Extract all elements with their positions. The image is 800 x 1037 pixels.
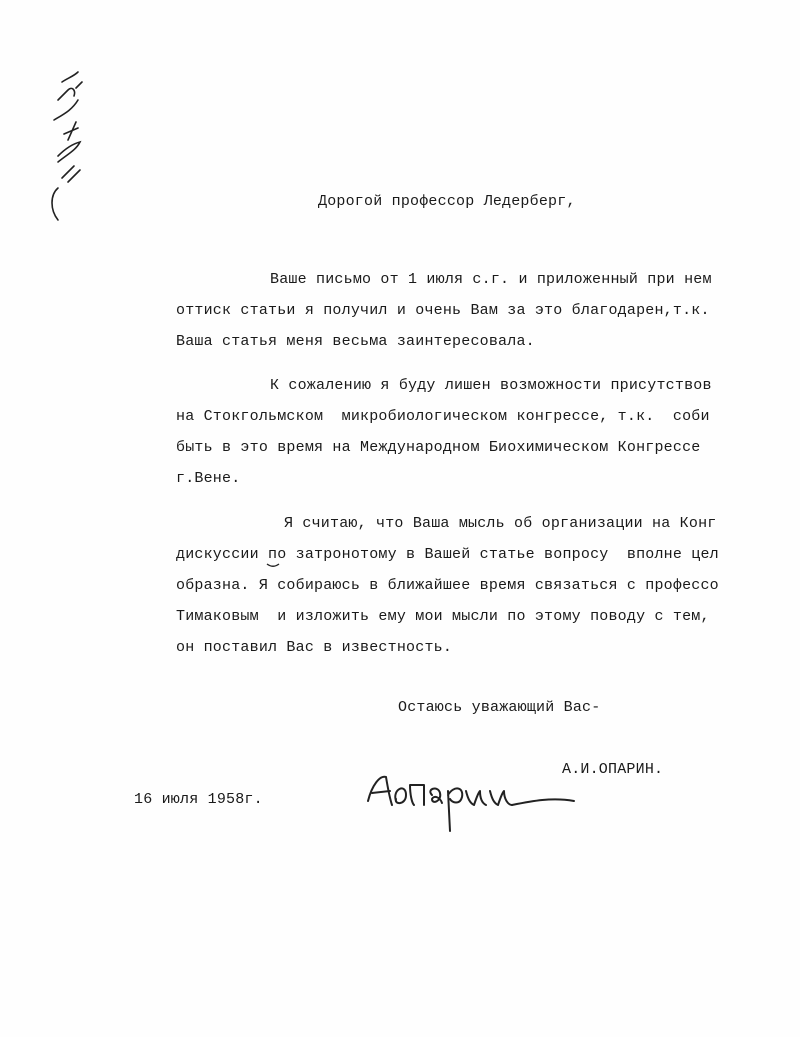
paragraph3-line1: Я считаю, что Ваша мысль об организации на Конг: [284, 515, 717, 532]
salutation: Дорогой профессор Ледерберг,: [318, 193, 576, 210]
paragraph2-line3: быть в это время на Международном Биохимическом Конгрессе: [176, 439, 701, 456]
closing-line: Остаюсь уважающий Вас-: [398, 699, 601, 716]
paragraph2-line2: на Стокгольмском микробиологическом конгрессе, т.к. соби: [176, 408, 710, 425]
letter-date: 16 июля 1958г.: [134, 791, 263, 808]
handwritten-signature: [362, 755, 582, 845]
paragraph2-line1: К сожалению я буду лишен возможности присутствов: [270, 377, 712, 394]
paragraph3-line5: он поставил Вас в известность.: [176, 639, 453, 656]
paragraph1-line3: Ваша статья меня весьма заинтересовала.: [176, 333, 535, 350]
paragraph2-line4: г.Вене.: [176, 470, 241, 487]
paragraph3-line3: образна. Я собираюсь в ближайшее время связаться с профессо: [176, 577, 719, 594]
handwritten-underline-mark: [266, 562, 280, 568]
signer-name: А.И.ОПАРИН.: [562, 761, 664, 778]
paragraph1-line2: оттиск статьи я получил и очень Вам за это благодарен,т.к.: [176, 302, 710, 319]
handwritten-margin-note: [28, 70, 98, 230]
paragraph3-line4: Тимаковым и изложить ему мои мысли по этому поводу с тем,: [176, 608, 710, 625]
paragraph1-line1: Ваше письмо от 1 июля с.г. и приложенный при нем: [270, 271, 712, 288]
paragraph3-line2: дискуссии по затронотому в Вашей статье вопросу вполне цел: [176, 546, 719, 563]
